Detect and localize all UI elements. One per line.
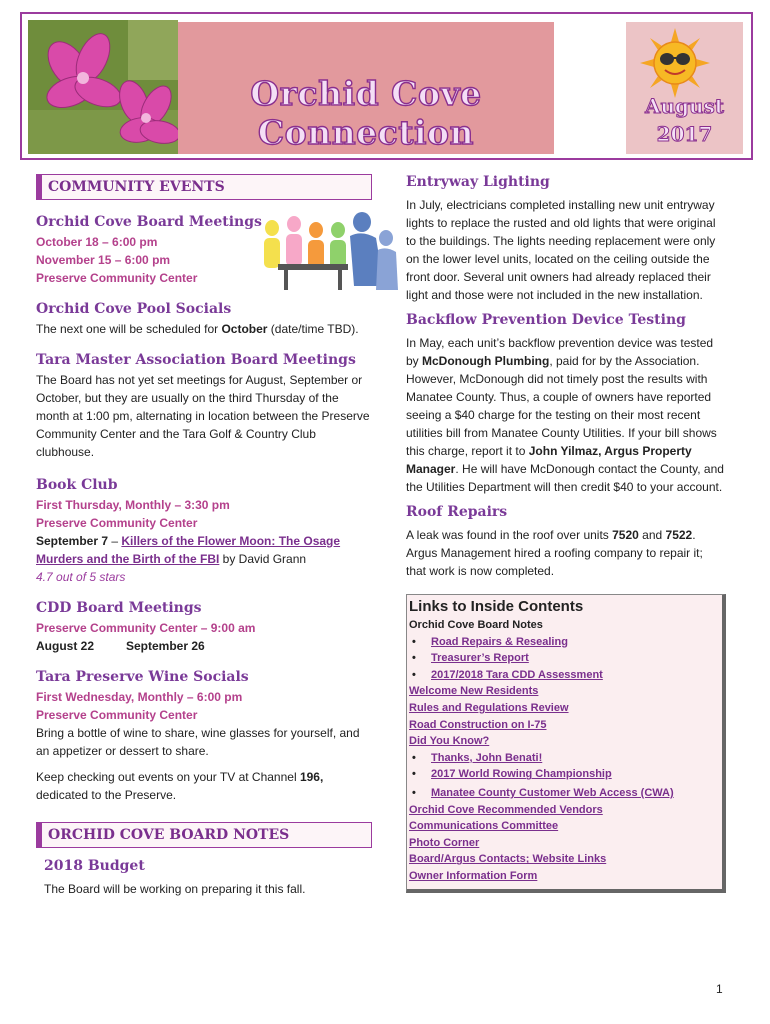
wine-schedule: First Wednesday, Monthly – 6:00 pm bbox=[36, 690, 243, 704]
channel-text: Keep checking out events on your TV at Channel 196, dedicated to the Preserve. bbox=[36, 770, 324, 802]
toc-link-welcome-residents[interactable]: Welcome New Residents bbox=[409, 685, 539, 698]
toc-link-cdd-assessment[interactable]: • 2017/2018 Tara CDD Assessment bbox=[409, 667, 718, 684]
board-meeting-location: Preserve Community Center bbox=[36, 271, 198, 285]
toc-link-thanks-john[interactable]: • Thanks, John Benati! bbox=[409, 750, 718, 767]
page-number: 1 bbox=[716, 982, 723, 996]
budget-text: The Board will be working on preparing it this fall. bbox=[44, 882, 306, 896]
entryway-text: In July, electricians completed installing new unit entryway lights to replace the rusted and old lights that were original to the buildings. The lights needing replacement were only on the lower level units, located on the ceiling outside the front door. Several unit owners had already replaced their light and those were not included in the new installation. bbox=[406, 198, 716, 302]
toc-link-board-notes[interactable]: Orchid Cove Board Notes bbox=[409, 619, 543, 631]
wine-text: Bring a bottle of wine to share, wine glasses for yourself, and an appetizer or dessert to share. bbox=[36, 726, 360, 758]
backflow-heading: Backflow Prevention Device Testing bbox=[406, 312, 686, 328]
wine-socials-heading: Tara Preserve Wine Socials bbox=[36, 669, 249, 685]
newsletter-title: Orchid Cove Connection bbox=[250, 74, 482, 152]
left-column bbox=[36, 174, 372, 898]
toc-link-communications-committee[interactable]: Communications Committee bbox=[409, 820, 559, 833]
tara-master-heading: Tara Master Association Board Meetings bbox=[36, 352, 356, 368]
toc-link-treasurers-report[interactable]: • Treasurer’s Report bbox=[409, 650, 718, 667]
backflow-text: In May, each unit’s backflow prevention device was tested by McDonough Plumbing, paid for by the Association. However, McDonough did not timely post the results with Manatee County. Thus, a couple of owners have reported seeing a $40 charge for the testing on their most recent utilities bill from Manatee County Utilities. If your bill shows this charge, report it to John Yilmaz, Argus Property Manager. He will have McDonough contact the County, and the Utilities Department will then credit $40 to your account. bbox=[406, 336, 724, 494]
toc-link-rowing-championship[interactable]: • 2017 World Rowing Championship bbox=[409, 766, 718, 783]
board-meeting-date-2: November 15 – 6:00 pm bbox=[36, 253, 171, 267]
orchid-flower-photo bbox=[28, 20, 178, 154]
book-club-location: Preserve Community Center bbox=[36, 516, 198, 530]
tara-master-text: The Board has not yet set meetings for August, September or October, but they are usually on the third Thursday of the month at 1:00 pm, alternating in location between the Preserve Community Center and the Tara Golf & Country Club clubhouse. bbox=[36, 373, 370, 459]
toc-link-recommended-vendors[interactable]: Orchid Cove Recommended Vendors bbox=[409, 803, 603, 816]
cdd-dates: August 22 September 26 bbox=[36, 639, 205, 653]
links-title: Links to Inside Contents bbox=[409, 598, 584, 615]
entryway-heading: Entryway Lighting bbox=[406, 174, 550, 190]
toc-link-contacts[interactable]: Board/Argus Contacts; Website Links bbox=[409, 853, 607, 866]
toc-link-road-repairs[interactable]: • Road Repairs & Resealing bbox=[409, 634, 718, 651]
newsletter-banner bbox=[20, 12, 753, 160]
book-club-heading: Book Club bbox=[36, 477, 118, 493]
issue-date-panel bbox=[626, 22, 743, 154]
roof-heading: Roof Repairs bbox=[406, 504, 508, 520]
pool-socials-text: The next one will be scheduled for October (date/time TBD). bbox=[36, 322, 359, 336]
toc-link-road-construction[interactable]: Road Construction on I-75 bbox=[409, 718, 547, 731]
title-panel bbox=[178, 22, 554, 154]
board-meeting-date-1: October 18 – 6:00 pm bbox=[36, 235, 158, 249]
community-events-header: COMMUNITY EVENTS bbox=[36, 174, 372, 200]
links-to-inside-contents bbox=[406, 594, 726, 893]
book-club-selection: September 7 – Killers of the Flower Moon: The Osage Murders and the Birth of the FBI by David Grann bbox=[36, 534, 341, 566]
pool-socials-heading: Orchid Cove Pool Socials bbox=[36, 301, 232, 317]
book-title-link[interactable]: Killers of the Flower Moon: The Osage Murders and the Birth of the FBI bbox=[36, 534, 341, 566]
roof-text: A leak was found in the roof over units 7520 and 7522. Argus Management hired a roofing company to repair it; that work is now completed. bbox=[406, 528, 703, 578]
issue-year: 2017 bbox=[656, 122, 713, 146]
wine-location: Preserve Community Center bbox=[36, 708, 198, 722]
cdd-meetings-heading: CDD Board Meetings bbox=[36, 600, 202, 616]
sun-with-sunglasses-icon bbox=[640, 28, 710, 98]
toc-link-rules-review[interactable]: Rules and Regulations Review bbox=[409, 701, 569, 714]
cdd-location: Preserve Community Center – 9:00 am bbox=[36, 621, 256, 635]
board-meetings-heading: Orchid Cove Board Meetings bbox=[36, 214, 262, 230]
toc-link-photo-corner[interactable]: Photo Corner bbox=[409, 836, 480, 849]
right-column bbox=[406, 170, 726, 893]
issue-month: August bbox=[644, 94, 725, 118]
board-notes-header: ORCHID COVE BOARD NOTES bbox=[36, 822, 372, 848]
toc-link-owner-form[interactable]: Owner Information Form bbox=[409, 869, 538, 882]
book-club-schedule: First Thursday, Monthly – 3:30 pm bbox=[36, 498, 230, 512]
toc-link-customer-web-access[interactable]: • Manatee County Customer Web Access (CWA) bbox=[409, 785, 718, 802]
budget-heading: 2018 Budget bbox=[44, 858, 145, 874]
toc-link-did-you-know[interactable]: Did You Know? bbox=[409, 735, 490, 748]
meeting-people-icon bbox=[258, 208, 398, 294]
book-rating: 4.7 out of 5 stars bbox=[36, 570, 126, 584]
